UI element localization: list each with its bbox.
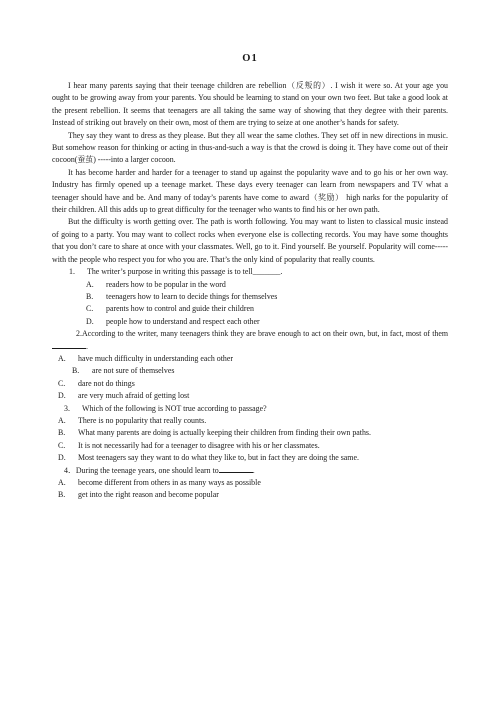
option-letter: C.	[58, 440, 66, 450]
option-letter: D.	[86, 316, 94, 326]
option-letter: A.	[86, 279, 94, 289]
question-1-option-b	[52, 291, 448, 303]
question-2	[52, 328, 448, 353]
answer-blank	[52, 341, 86, 349]
paragraph-3: It has become harder and harder for a teenager to stand up against the popularity wave and to go his or her own way. Industry has firmly opened up a teenage market. These days every teenager can learn from newspapers and TV what a teenager should have and be. And many of today’s parents have come to award（奖励） high narks for the popularity of their children. All this adds up to great difficulty for the teenager who wants to find his or her own path.	[52, 167, 448, 215]
option-letter: A.	[58, 415, 66, 425]
question-1-option-a	[52, 279, 448, 291]
paragraph-1: I hear many parents saying that their teenage children are rebellion（反叛的）. I wish it were so. At your age you ought to be growing away from your parents. You should be learning to stand on your own two feet. But take a good look at the present rebellion. It seems that teenagers are all taking the same way of showing that they degree with their parents. Instead of striking out bravely on their own, most of them are trying to seize at one another’s hands for safety.	[52, 81, 448, 128]
option-text: become different from others in as many ways as possible	[78, 478, 261, 487]
question-2-option-d	[52, 390, 448, 402]
option-letter: B.	[58, 490, 66, 500]
option-letter: C.	[86, 304, 94, 314]
question-2-option-a	[52, 353, 448, 365]
question-number: 3.	[64, 403, 70, 413]
option-text: What many parents are doing is actually keeping their children from finding their own paths.	[78, 428, 371, 438]
question-3	[52, 403, 448, 415]
question-4	[52, 465, 448, 477]
answer-blank	[219, 465, 253, 473]
option-text: are very much afraid of getting lost	[78, 391, 190, 401]
option-text: readers how to be popular in the word	[106, 279, 226, 289]
question-number: 4．	[64, 465, 76, 475]
question-stem: According to the writer, many teenagers think they are brave enough to act on their own, but, in fact, most of them	[82, 329, 448, 339]
option-text: Most teenagers say they want to do what they like to, but in fact they are doing the same.	[78, 453, 359, 463]
question-1-option-d	[52, 316, 448, 328]
paragraph-4: But the difficulty is worth getting over. The path is worth following. You may want to listen to classical music instead of going to a party. You may want to collect rocks when everyone else is collecting records. You may have some thoughts that you don’t care to share at once with your classmates. Well, go to it. Find yourself. Be yourself. Popularity will come-----with the people who respect you for who you are. That’s the only kind of popularity that really counts.	[52, 217, 448, 264]
option-text: are not sure of themselves	[92, 366, 175, 376]
question-stem-end: .	[252, 465, 255, 475]
question-stem: The writer’s purpose in writing this passage is to tell_______.	[87, 267, 283, 277]
option-letter: A.	[58, 353, 66, 363]
option-text: people how to understand and respect each other	[106, 316, 260, 326]
question-1-option-c	[52, 303, 448, 315]
question-stem: Which of the following is NOT true according to passage?	[82, 403, 267, 413]
question-2-option-c	[52, 378, 448, 390]
option-text: parents how to control and guide their children	[106, 304, 254, 314]
question-2-option-b	[52, 365, 448, 377]
option-text: It is not necessarily had for a teenager to disagree with his or her classmates.	[78, 440, 320, 450]
option-text: get into the right reason and become popular	[78, 490, 219, 500]
question-3-option-d	[52, 452, 448, 464]
document-body	[52, 80, 448, 502]
question-stem: During the teenage years, one should learn to	[75, 465, 219, 475]
option-text: teenagers how to learn to decide things for themselves	[106, 291, 278, 301]
option-letter: B.	[58, 428, 66, 438]
option-letter: C.	[58, 378, 66, 388]
option-letter: D.	[58, 391, 66, 401]
option-text: There is no popularity that really counts.	[78, 415, 207, 425]
option-text: have much difficulty in understanding each other	[78, 353, 233, 363]
option-letter: B.	[86, 291, 94, 301]
question-3-option-b	[52, 427, 448, 439]
question-number: 1.	[69, 267, 75, 277]
question-3-option-a	[52, 415, 448, 427]
page-title: O1	[242, 53, 258, 64]
question-4-option-a	[52, 477, 448, 489]
question-stem-end: .	[86, 341, 88, 351]
question-3-option-c	[52, 440, 448, 452]
option-letter: D.	[58, 453, 66, 463]
question-1	[52, 266, 448, 278]
option-letter: B.	[72, 366, 80, 376]
question-4-option-b	[52, 489, 448, 501]
option-letter: A.	[58, 478, 66, 487]
option-text: dare not do things	[78, 378, 135, 388]
question-number: 2.	[76, 329, 82, 339]
paragraph-2: They say they want to dress as they please. But they all wear the same clothes. They set off in new directions in music. But somehow reason for thinking or acting in thus-and-such a way is that the crowd is doing it. They have come out of their cocoon(蚕茧) -----into a larger cocoon.	[52, 130, 448, 165]
